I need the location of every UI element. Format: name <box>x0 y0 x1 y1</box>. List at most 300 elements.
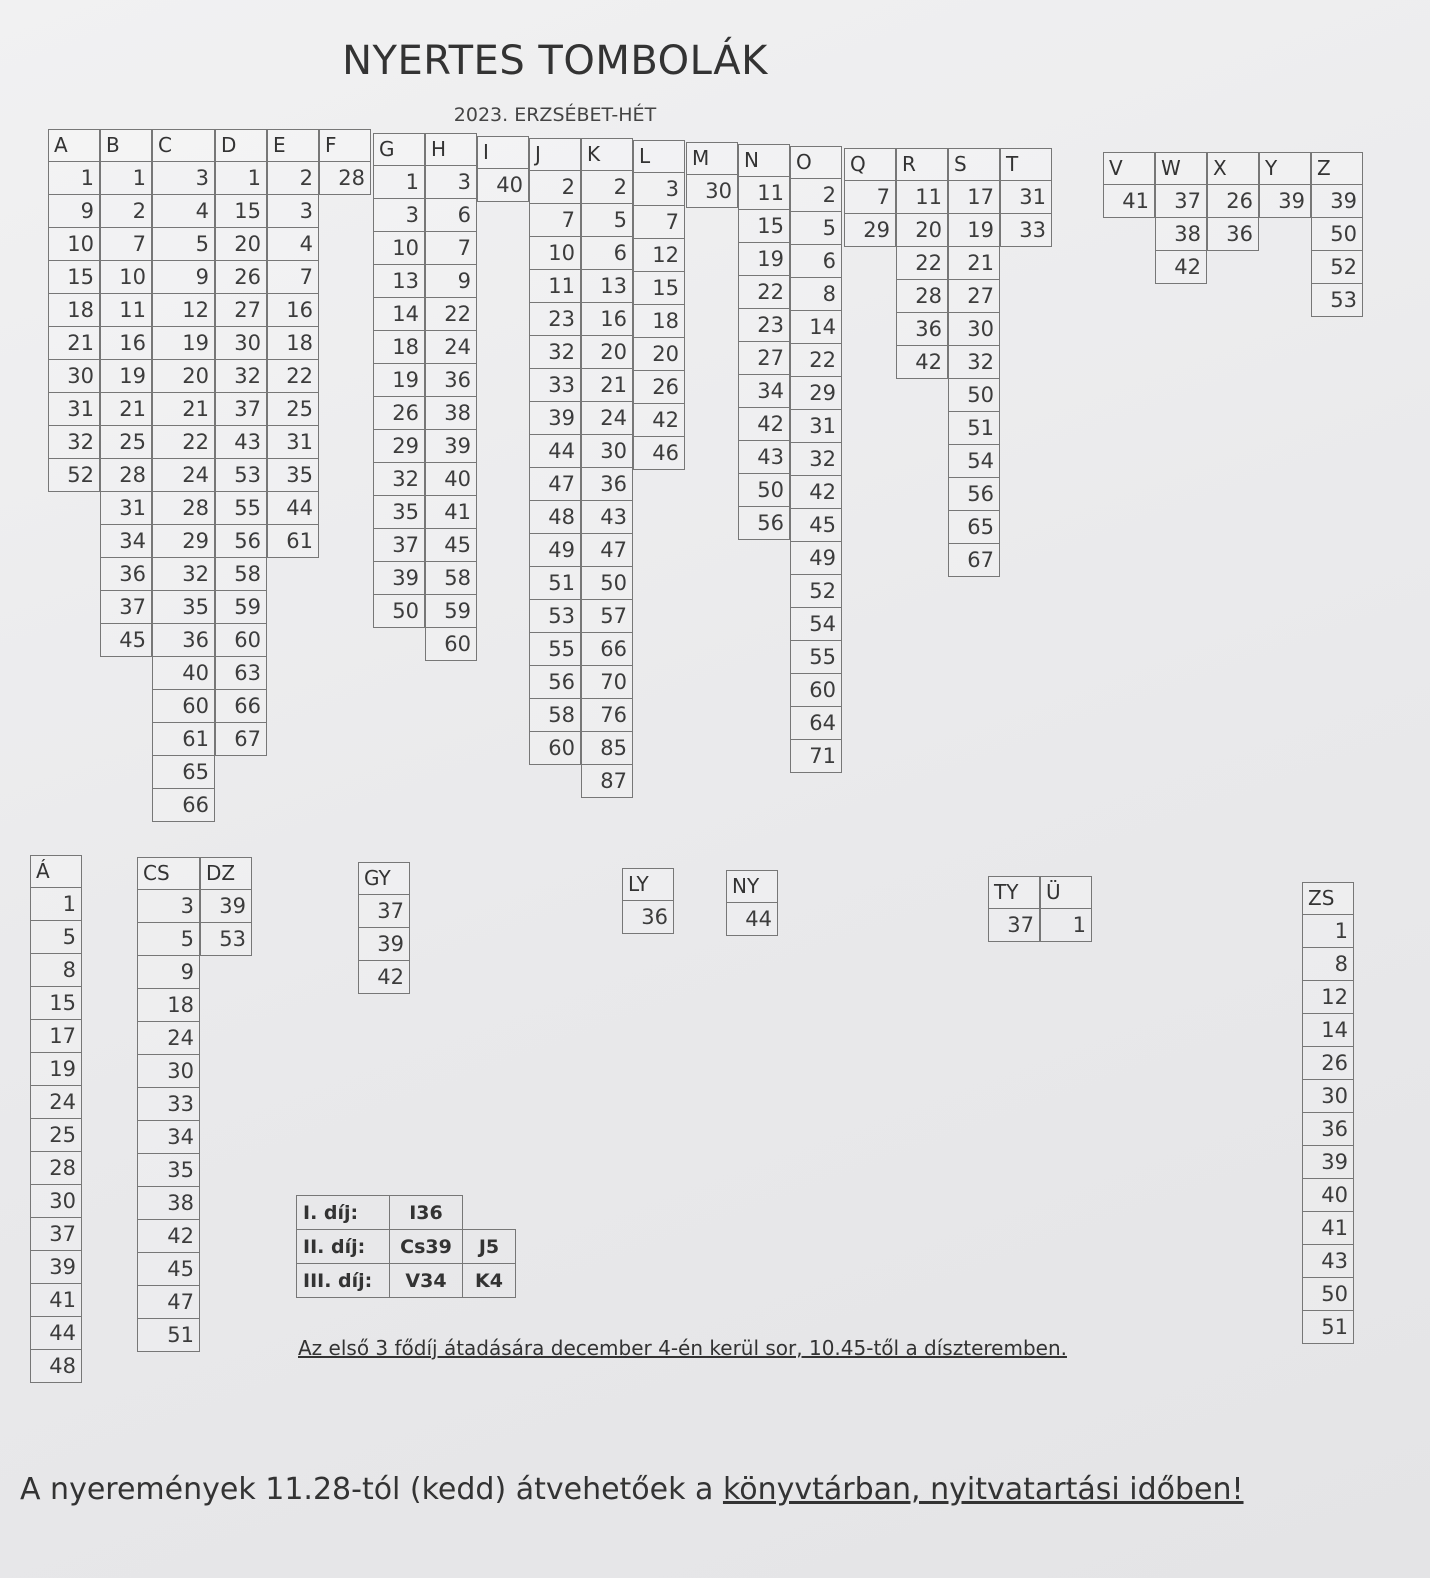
ticket-number: 54 <box>948 445 1000 478</box>
ticket-number: 11 <box>100 294 152 327</box>
ticket-number: 21 <box>152 393 215 426</box>
ticket-number: 41 <box>1103 185 1155 218</box>
letter-column <box>988 876 1040 942</box>
ticket-number: 43 <box>215 426 267 459</box>
ticket-number: 42 <box>633 404 685 437</box>
ticket-number: 3 <box>425 166 477 199</box>
ticket-number: 56 <box>948 478 1000 511</box>
ticket-number: 45 <box>425 529 477 562</box>
ticket-number: 49 <box>529 534 581 567</box>
ticket-number: 26 <box>373 397 425 430</box>
ticket-number: 33 <box>1000 214 1052 247</box>
ticket-number: 19 <box>100 360 152 393</box>
ticket-number: 43 <box>738 441 790 474</box>
ticket-number: 2 <box>100 195 152 228</box>
ticket-number: 61 <box>152 723 215 756</box>
ticket-number: 5 <box>30 921 82 954</box>
prize-ticket: V34 <box>390 1264 463 1298</box>
column-header: Á <box>30 855 82 888</box>
ticket-number: 10 <box>48 228 100 261</box>
column-header: DZ <box>200 857 252 890</box>
ticket-number: 30 <box>948 313 1000 346</box>
ticket-number: 14 <box>373 298 425 331</box>
ticket-number: 28 <box>100 459 152 492</box>
ticket-number: 39 <box>373 562 425 595</box>
ticket-number: 31 <box>48 393 100 426</box>
letter-column <box>738 144 790 540</box>
ticket-number: 16 <box>267 294 319 327</box>
ticket-number: 67 <box>948 544 1000 577</box>
ticket-number: 18 <box>137 989 200 1022</box>
ticket-number: 42 <box>896 346 948 379</box>
column-header: X <box>1207 152 1259 185</box>
prize-label: I. díj: <box>297 1196 390 1230</box>
ticket-number: 29 <box>152 525 215 558</box>
ticket-number: 1 <box>48 162 100 195</box>
column-header: CS <box>137 857 200 890</box>
ticket-number: 58 <box>529 699 581 732</box>
ticket-number: 44 <box>726 903 778 936</box>
ticket-number: 10 <box>529 237 581 270</box>
ticket-number: 7 <box>100 228 152 261</box>
ticket-number: 66 <box>215 690 267 723</box>
ticket-number: 42 <box>1155 251 1207 284</box>
ticket-number: 32 <box>529 336 581 369</box>
ticket-number: 60 <box>529 732 581 765</box>
ticket-number: 47 <box>529 468 581 501</box>
ticket-number: 19 <box>738 243 790 276</box>
award-announcement: Az első 3 fődíj átadására december 4-én kerül sor, 10.45-től a díszteremben. <box>298 1336 1067 1360</box>
ticket-number: 3 <box>373 199 425 232</box>
ticket-number: 36 <box>425 364 477 397</box>
ticket-number: 50 <box>581 567 633 600</box>
ticket-number: 24 <box>152 459 215 492</box>
ticket-number: 11 <box>896 181 948 214</box>
ticket-number: 26 <box>215 261 267 294</box>
letter-column <box>622 868 674 934</box>
letter-column <box>581 138 633 798</box>
prize-label: II. díj: <box>297 1230 390 1264</box>
ticket-number: 1 <box>100 162 152 195</box>
ticket-number: 32 <box>948 346 1000 379</box>
ticket-number: 18 <box>267 327 319 360</box>
ticket-number: 5 <box>581 204 633 237</box>
ticket-number: 42 <box>358 961 410 994</box>
ticket-number: 39 <box>425 430 477 463</box>
ticket-number: 26 <box>1207 185 1259 218</box>
column-header: LY <box>622 868 674 901</box>
column-header: E <box>267 129 319 162</box>
ticket-number: 56 <box>529 666 581 699</box>
ticket-number: 1 <box>373 166 425 199</box>
ticket-number: 35 <box>373 496 425 529</box>
ticket-number: 1 <box>1040 909 1092 942</box>
column-header: NY <box>726 870 778 903</box>
ticket-number: 76 <box>581 699 633 732</box>
ticket-number: 49 <box>790 542 842 575</box>
ticket-number: 60 <box>215 624 267 657</box>
ticket-number: 40 <box>425 463 477 496</box>
ticket-number: 39 <box>358 928 410 961</box>
ticket-number: 23 <box>738 309 790 342</box>
letter-column <box>1040 876 1092 942</box>
ticket-number: 56 <box>738 507 790 540</box>
letter-column <box>267 129 319 558</box>
ticket-number: 36 <box>100 558 152 591</box>
ticket-number: 43 <box>1302 1245 1354 1278</box>
ticket-number: 41 <box>30 1284 82 1317</box>
ticket-number: 22 <box>267 360 319 393</box>
letter-column <box>529 138 581 765</box>
ticket-number: 17 <box>30 1020 82 1053</box>
letter-column <box>358 862 410 994</box>
ticket-number: 29 <box>373 430 425 463</box>
ticket-number: 9 <box>425 265 477 298</box>
ticket-number: 18 <box>633 305 685 338</box>
letter-column <box>790 146 842 773</box>
ticket-number: 32 <box>215 360 267 393</box>
ticket-number: 54 <box>790 608 842 641</box>
ticket-number: 53 <box>200 923 252 956</box>
prize-ticket: K4 <box>463 1264 516 1298</box>
ticket-number: 16 <box>581 303 633 336</box>
column-header: D <box>215 129 267 162</box>
ticket-number: 42 <box>790 476 842 509</box>
column-header: L <box>633 140 685 173</box>
letter-column <box>1155 152 1207 284</box>
page-subtitle: 2023. ERZSÉBET-HÉT <box>453 104 657 126</box>
ticket-number: 1 <box>1302 915 1354 948</box>
ticket-number: 5 <box>790 212 842 245</box>
ticket-number: 5 <box>152 228 215 261</box>
ticket-number: 36 <box>1302 1113 1354 1146</box>
ticket-number: 50 <box>373 595 425 628</box>
ticket-number: 2 <box>581 171 633 204</box>
ticket-number: 45 <box>100 624 152 657</box>
letter-column <box>726 870 778 936</box>
letter-column <box>1311 152 1363 317</box>
ticket-number: 43 <box>581 501 633 534</box>
column-header: TY <box>988 876 1040 909</box>
ticket-number: 23 <box>529 303 581 336</box>
letter-column <box>686 142 738 208</box>
ticket-number: 51 <box>948 412 1000 445</box>
ticket-number: 53 <box>529 600 581 633</box>
ticket-number: 61 <box>267 525 319 558</box>
ticket-number: 24 <box>581 402 633 435</box>
ticket-number: 53 <box>1311 284 1363 317</box>
ticket-number: 37 <box>373 529 425 562</box>
ticket-number: 66 <box>152 789 215 822</box>
ticket-number: 16 <box>100 327 152 360</box>
ticket-number: 15 <box>215 195 267 228</box>
page-title: NYERTES TOMBOLÁK <box>342 38 768 84</box>
ticket-number: 13 <box>581 270 633 303</box>
letter-column <box>30 855 82 1383</box>
ticket-number: 44 <box>267 492 319 525</box>
column-header: F <box>319 129 371 162</box>
ticket-number: 2 <box>529 171 581 204</box>
ticket-number: 50 <box>1311 218 1363 251</box>
prize-row <box>297 1264 516 1298</box>
ticket-number: 48 <box>30 1350 82 1383</box>
letter-column <box>137 857 200 1352</box>
ticket-number: 38 <box>425 397 477 430</box>
ticket-number: 36 <box>152 624 215 657</box>
ticket-number: 20 <box>152 360 215 393</box>
ticket-number: 60 <box>425 628 477 661</box>
ticket-number: 39 <box>1302 1146 1354 1179</box>
prize-row <box>297 1230 516 1264</box>
letter-column <box>200 857 252 956</box>
ticket-number: 3 <box>633 173 685 206</box>
ticket-number: 48 <box>529 501 581 534</box>
column-header: A <box>48 129 100 162</box>
ticket-number: 47 <box>137 1286 200 1319</box>
ticket-number: 32 <box>373 463 425 496</box>
ticket-number: 8 <box>1302 948 1354 981</box>
ticket-number: 36 <box>896 313 948 346</box>
letter-column <box>425 133 477 661</box>
ticket-number: 7 <box>844 181 896 214</box>
ticket-number: 24 <box>137 1022 200 1055</box>
ticket-number: 29 <box>790 377 842 410</box>
letter-column <box>1259 152 1311 218</box>
ticket-number: 3 <box>152 162 215 195</box>
letter-column <box>152 129 215 822</box>
letter-column <box>633 140 685 470</box>
ticket-number: 22 <box>790 344 842 377</box>
ticket-number: 4 <box>267 228 319 261</box>
ticket-number: 67 <box>215 723 267 756</box>
ticket-number: 52 <box>790 575 842 608</box>
letter-column <box>48 129 100 492</box>
ticket-number: 18 <box>373 331 425 364</box>
ticket-number: 15 <box>633 272 685 305</box>
pickup-notice-text: A nyeremények 11.28-tól (kedd) átvehetőek a <box>20 1472 723 1507</box>
ticket-number: 20 <box>633 338 685 371</box>
ticket-number: 26 <box>1302 1047 1354 1080</box>
ticket-number: 21 <box>581 369 633 402</box>
ticket-number: 56 <box>215 525 267 558</box>
ticket-number: 29 <box>844 214 896 247</box>
ticket-number: 21 <box>948 247 1000 280</box>
ticket-number: 50 <box>1302 1278 1354 1311</box>
ticket-number: 35 <box>137 1154 200 1187</box>
ticket-number: 34 <box>137 1121 200 1154</box>
letter-column <box>1000 148 1052 247</box>
ticket-number: 2 <box>267 162 319 195</box>
prize-ticket: J5 <box>463 1230 516 1264</box>
ticket-number: 41 <box>1302 1212 1354 1245</box>
ticket-number: 31 <box>267 426 319 459</box>
ticket-number: 51 <box>137 1319 200 1352</box>
letter-column <box>100 129 152 657</box>
prize-ticket-empty <box>463 1196 516 1230</box>
column-header: Z <box>1311 152 1363 185</box>
prize-table <box>296 1195 516 1298</box>
ticket-number: 7 <box>267 261 319 294</box>
ticket-number: 21 <box>48 327 100 360</box>
ticket-number: 30 <box>686 175 738 208</box>
ticket-number: 87 <box>581 765 633 798</box>
ticket-number: 1 <box>215 162 267 195</box>
ticket-number: 20 <box>215 228 267 261</box>
ticket-number: 44 <box>30 1317 82 1350</box>
column-header: O <box>790 146 842 179</box>
ticket-number: 63 <box>215 657 267 690</box>
ticket-number: 6 <box>790 245 842 278</box>
ticket-number: 32 <box>152 558 215 591</box>
column-header: I <box>477 136 529 169</box>
ticket-number: 30 <box>30 1185 82 1218</box>
ticket-number: 18 <box>48 294 100 327</box>
column-header: J <box>529 138 581 171</box>
ticket-number: 44 <box>529 435 581 468</box>
column-header: R <box>896 148 948 181</box>
column-header: Y <box>1259 152 1311 185</box>
ticket-number: 34 <box>738 375 790 408</box>
ticket-number: 14 <box>790 311 842 344</box>
ticket-number: 13 <box>373 265 425 298</box>
ticket-number: 30 <box>215 327 267 360</box>
ticket-number: 14 <box>1302 1014 1354 1047</box>
column-header: N <box>738 144 790 177</box>
letter-column <box>1103 152 1155 218</box>
ticket-number: 60 <box>152 690 215 723</box>
column-header: K <box>581 138 633 171</box>
ticket-number: 25 <box>30 1119 82 1152</box>
ticket-number: 64 <box>790 707 842 740</box>
column-header: Q <box>844 148 896 181</box>
ticket-number: 46 <box>633 437 685 470</box>
ticket-number: 32 <box>48 426 100 459</box>
ticket-number: 6 <box>581 237 633 270</box>
ticket-number: 45 <box>137 1253 200 1286</box>
ticket-number: 41 <box>425 496 477 529</box>
ticket-number: 6 <box>425 199 477 232</box>
ticket-number: 7 <box>529 204 581 237</box>
ticket-number: 37 <box>358 895 410 928</box>
ticket-number: 12 <box>633 239 685 272</box>
ticket-number: 24 <box>425 331 477 364</box>
ticket-number: 9 <box>48 195 100 228</box>
ticket-number: 7 <box>633 206 685 239</box>
ticket-number: 21 <box>100 393 152 426</box>
ticket-number: 45 <box>790 509 842 542</box>
ticket-number: 39 <box>200 890 252 923</box>
ticket-number: 33 <box>137 1088 200 1121</box>
ticket-number: 40 <box>1302 1179 1354 1212</box>
ticket-number: 85 <box>581 732 633 765</box>
ticket-number: 28 <box>896 280 948 313</box>
ticket-number: 8 <box>790 278 842 311</box>
ticket-number: 28 <box>30 1152 82 1185</box>
letter-column <box>896 148 948 379</box>
ticket-number: 25 <box>100 426 152 459</box>
ticket-number: 32 <box>790 443 842 476</box>
ticket-number: 22 <box>896 247 948 280</box>
ticket-number: 37 <box>100 591 152 624</box>
column-header: ZS <box>1302 882 1354 915</box>
ticket-number: 3 <box>137 890 200 923</box>
ticket-number: 28 <box>319 162 371 195</box>
ticket-number: 51 <box>529 567 581 600</box>
column-header: S <box>948 148 1000 181</box>
ticket-number: 37 <box>1155 185 1207 218</box>
ticket-number: 11 <box>738 177 790 210</box>
ticket-number: 50 <box>948 379 1000 412</box>
ticket-number: 30 <box>48 360 100 393</box>
column-header: Ü <box>1040 876 1092 909</box>
ticket-number: 19 <box>30 1053 82 1086</box>
ticket-number: 39 <box>30 1251 82 1284</box>
ticket-number: 37 <box>988 909 1040 942</box>
ticket-number: 15 <box>48 261 100 294</box>
ticket-number: 10 <box>373 232 425 265</box>
ticket-number: 31 <box>1000 181 1052 214</box>
column-header: C <box>152 129 215 162</box>
ticket-number: 9 <box>137 956 200 989</box>
ticket-number: 19 <box>948 214 1000 247</box>
ticket-number: 17 <box>948 181 1000 214</box>
letter-column <box>1302 882 1354 1344</box>
ticket-number: 31 <box>790 410 842 443</box>
ticket-number: 40 <box>477 169 529 202</box>
ticket-number: 65 <box>152 756 215 789</box>
column-header: GY <box>358 862 410 895</box>
ticket-number: 24 <box>30 1086 82 1119</box>
ticket-number: 35 <box>267 459 319 492</box>
ticket-number: 39 <box>1311 185 1363 218</box>
ticket-number: 3 <box>267 195 319 228</box>
letter-column <box>844 148 896 247</box>
letter-column <box>215 129 267 756</box>
ticket-number: 51 <box>1302 1311 1354 1344</box>
ticket-number: 19 <box>373 364 425 397</box>
ticket-number: 66 <box>581 633 633 666</box>
pickup-notice-underlined: könyvtárban, nyitvatartási időben! <box>722 1472 1244 1507</box>
column-header: B <box>100 129 152 162</box>
ticket-number: 12 <box>1302 981 1354 1014</box>
ticket-number: 27 <box>948 280 1000 313</box>
ticket-number: 36 <box>1207 218 1259 251</box>
ticket-number: 4 <box>152 195 215 228</box>
ticket-number: 31 <box>100 492 152 525</box>
ticket-number: 50 <box>738 474 790 507</box>
letter-column <box>319 129 371 195</box>
prize-ticket: I36 <box>390 1196 463 1230</box>
ticket-number: 28 <box>152 492 215 525</box>
ticket-number: 55 <box>215 492 267 525</box>
ticket-number: 55 <box>529 633 581 666</box>
ticket-number: 38 <box>137 1187 200 1220</box>
ticket-number: 9 <box>152 261 215 294</box>
ticket-number: 22 <box>425 298 477 331</box>
ticket-number: 33 <box>529 369 581 402</box>
ticket-number: 53 <box>215 459 267 492</box>
ticket-number: 8 <box>30 954 82 987</box>
ticket-number: 30 <box>1302 1080 1354 1113</box>
pickup-notice <box>20 1472 1244 1507</box>
ticket-number: 58 <box>425 562 477 595</box>
ticket-number: 27 <box>215 294 267 327</box>
ticket-number: 2 <box>790 179 842 212</box>
letter-column <box>373 133 425 628</box>
ticket-number: 19 <box>152 327 215 360</box>
ticket-number: 40 <box>152 657 215 690</box>
ticket-number: 37 <box>30 1218 82 1251</box>
